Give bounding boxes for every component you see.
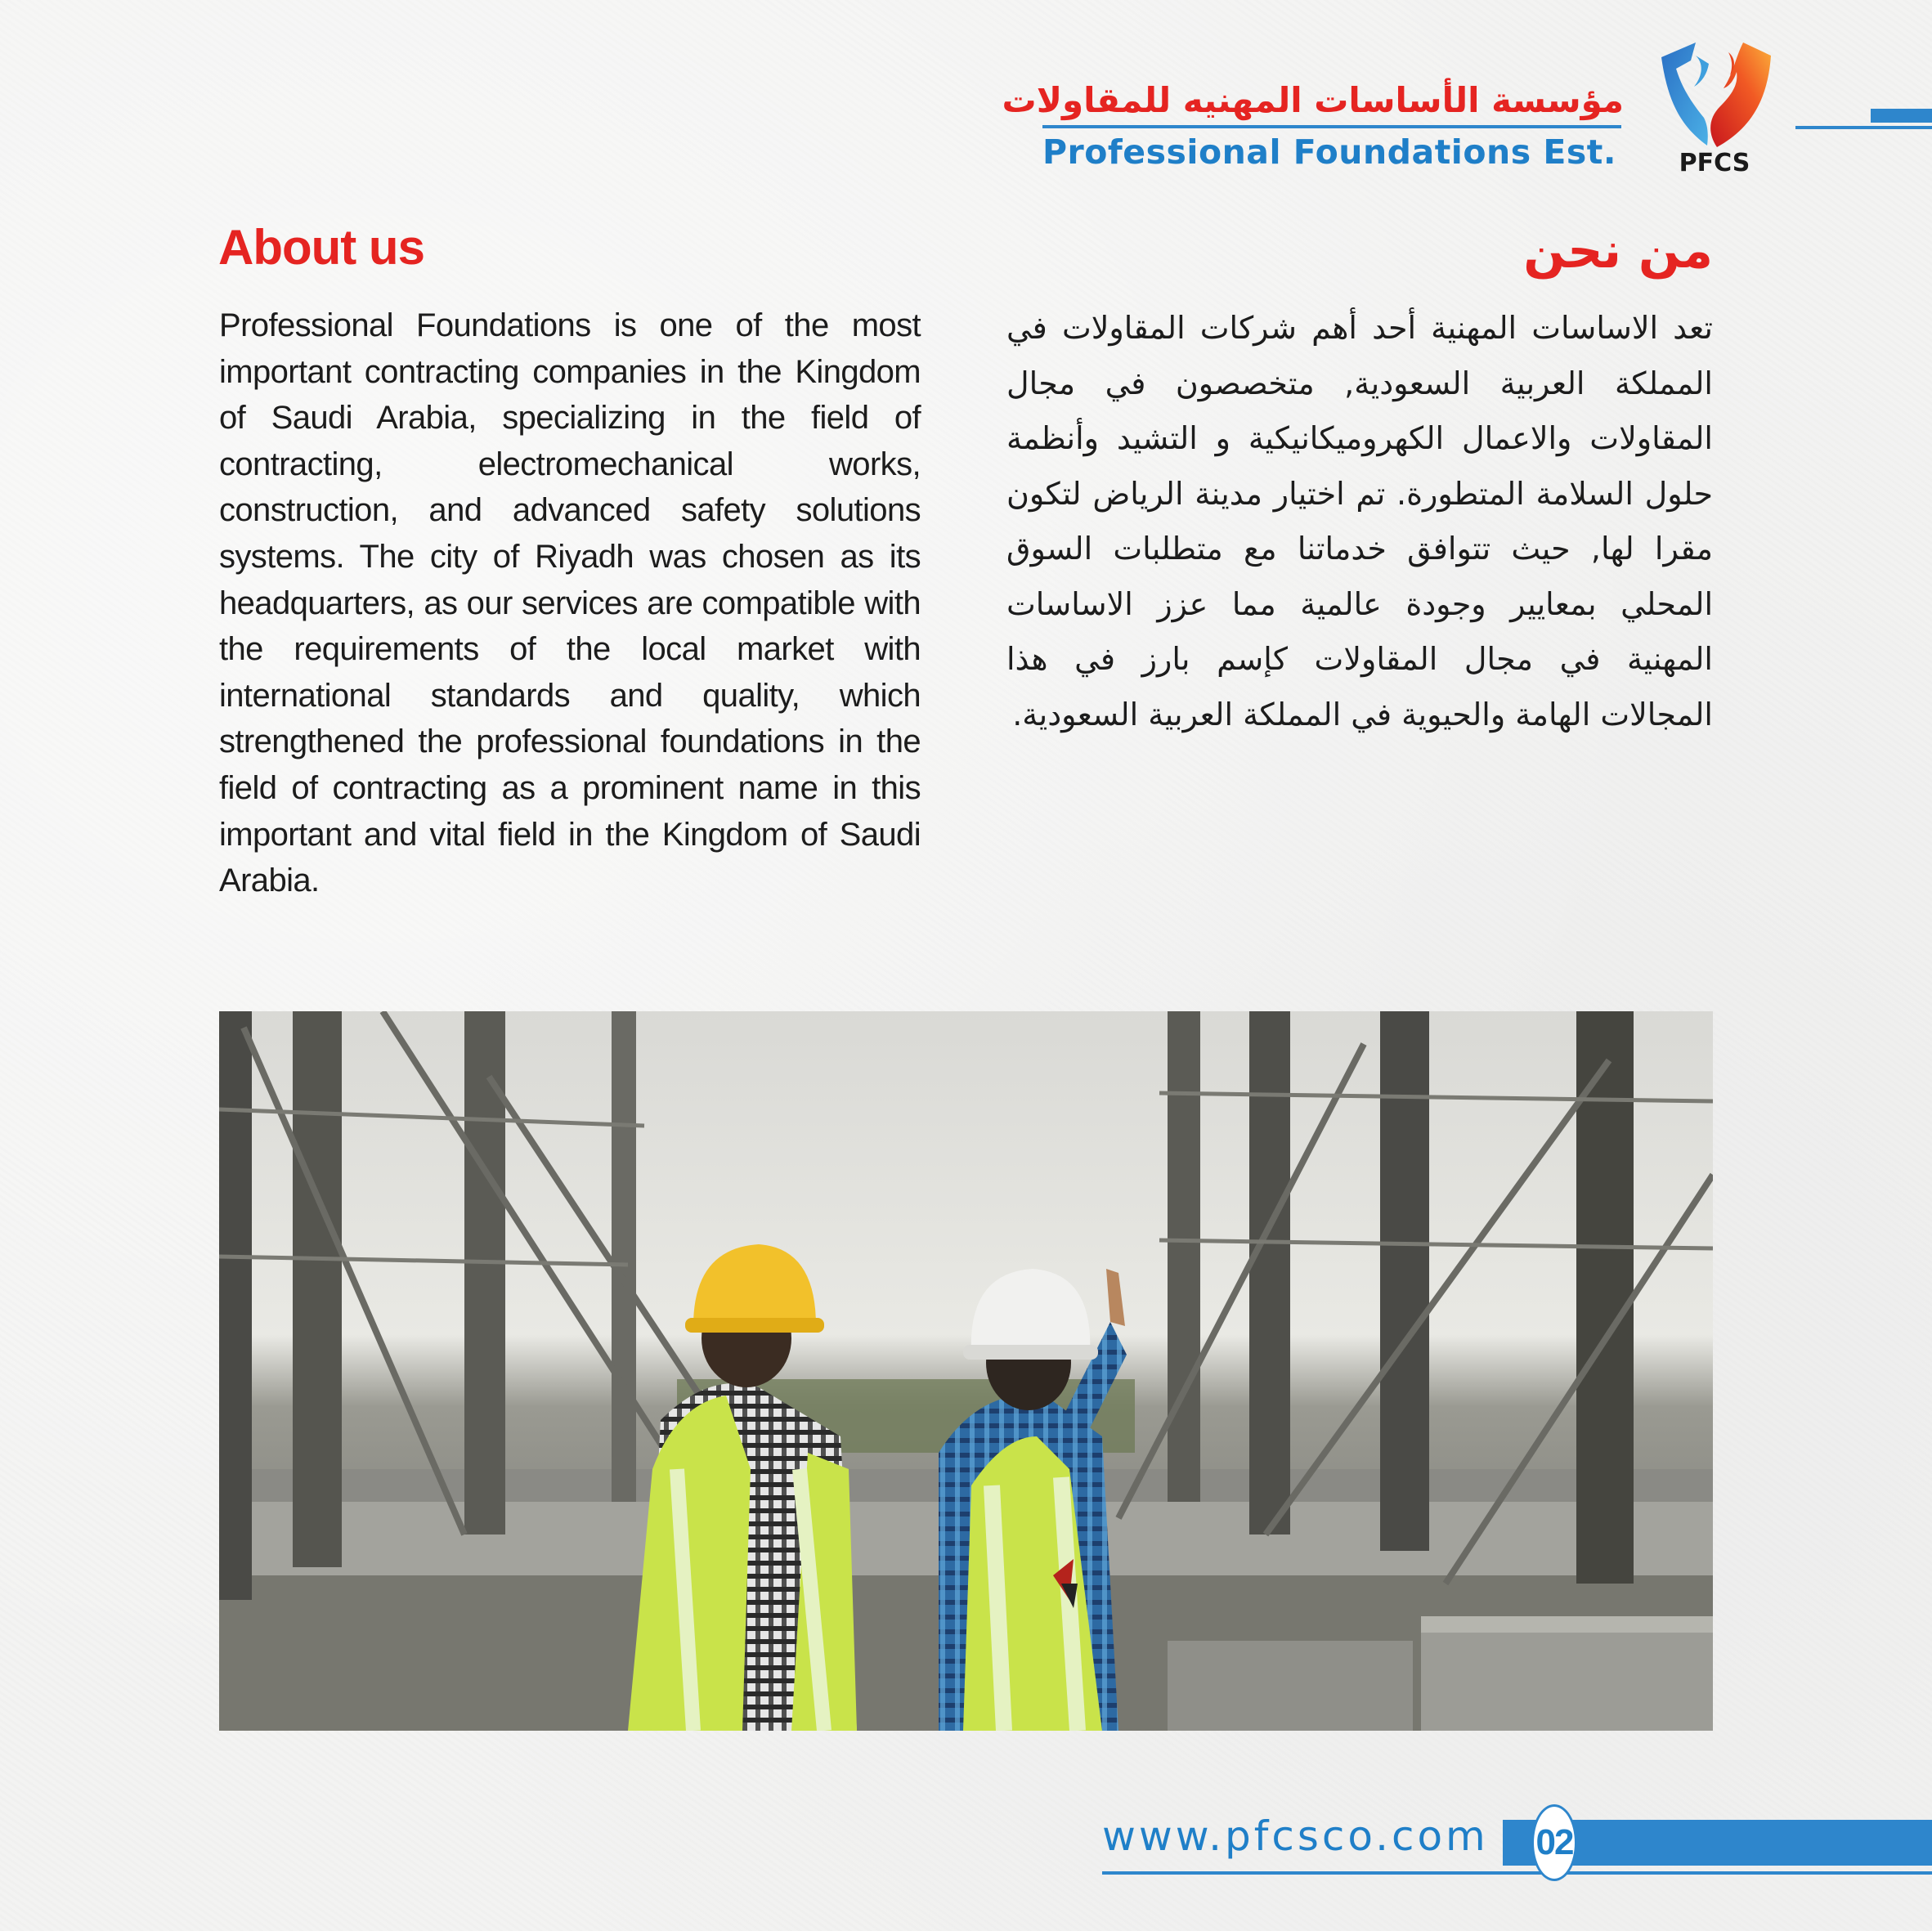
logo-text: PFCS — [1679, 149, 1750, 177]
header-divider — [1042, 125, 1621, 128]
header-accent-bar — [1871, 109, 1932, 123]
shield-flame-icon — [1658, 36, 1774, 150]
page-number: 02 — [1531, 1804, 1577, 1881]
about-us-paragraph-arabic: تعد الاساسات المهنية أحد أهم شركات المقاولات في المملكة العربية السعودية, متخصصون في مجال المقاولات والاعمال الكهروميكانيكية و التشيد وأنظمة حلول السلامة المتطورة. تم اختيار مدينة الرياض لتكون مقرا لها, حيث تتوافق خدماتنا مع متطلبات السوق المحلي بمعايير وجودة عالمية مما عزز الاساسات المهنية في مجال المقاولات كإسم بارز في هذا المجالات الهامة والحيوية في المملكة العربية السعودية. — [1006, 310, 1713, 733]
company-name-english: Professional Foundations Est. — [1042, 132, 1616, 172]
website-link[interactable]: www.pfcsco.com — [1102, 1812, 1489, 1860]
construction-workers-photo — [219, 1011, 1713, 1731]
company-name-arabic: مؤسسة الأساسات المهنيه للمقاولات — [1002, 80, 1624, 120]
footer-accent-line — [1102, 1871, 1932, 1875]
about-us-heading-arabic: من نحن — [1523, 222, 1713, 280]
about-us-heading: About us — [218, 220, 424, 275]
header-accent-line — [1795, 126, 1932, 129]
about-us-paragraph: Professional Foundations is one of the most important contracting companies in the Kingdom of Saudi Arabia, specializing in the field of contracting, electromechanical works, construction, and advanced safety solutions systems. The city of Riyadh was chosen as its headquarters, as our services are compatible with the requirements of the local market with international standards and quality, which strengthened the professional foundations in the field of contracting as a prominent name in this important and vital field in the Kingdom of Saudi Arabia. — [219, 307, 921, 899]
